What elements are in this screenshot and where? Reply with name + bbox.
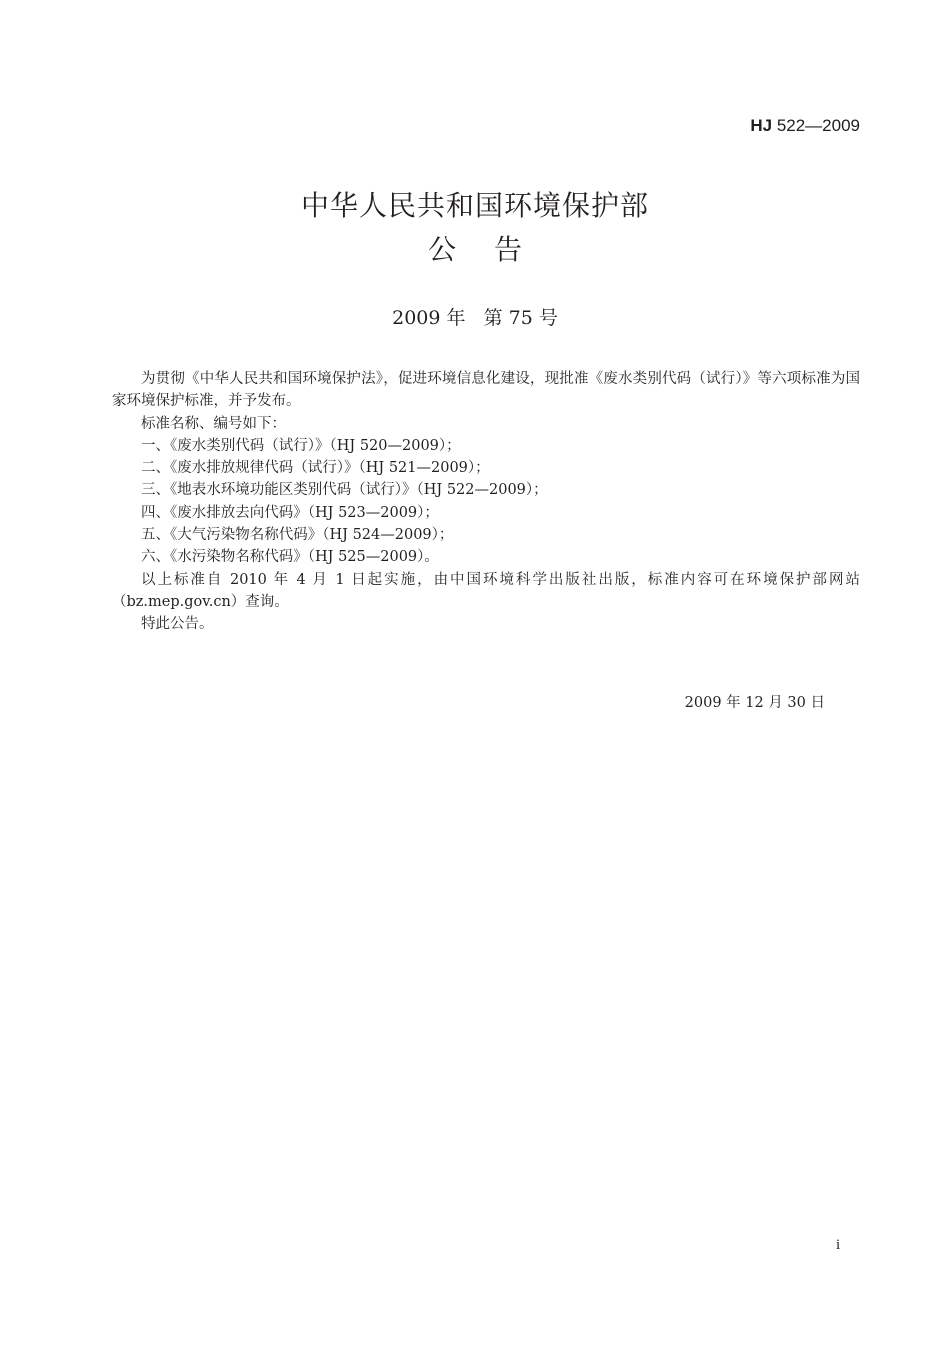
- standard-item: 三、《地表水环境功能区类别代码（试行）》（HJ 522—2009）；: [141, 482, 548, 499]
- standard-item: 一、《废水类别代码（试行）》（HJ 520—2009）；: [141, 437, 461, 454]
- list-heading: 标准名称、编号如下：: [141, 415, 286, 432]
- announcement-char-2: 告: [494, 233, 523, 266]
- standard-item: 六、《水污染物名称代码》（HJ 525—2009）。: [141, 549, 439, 566]
- issue-number: 2009 年 第 75 号: [392, 307, 558, 329]
- page-number: i: [836, 1237, 841, 1253]
- standard-item: 五、《大气污染物名称代码》（HJ 524—2009）；: [141, 527, 454, 544]
- standard-code-prefix: HJ: [750, 116, 773, 135]
- standard-code: [750, 115, 860, 137]
- effective-paragraph: 以上标准自 2010 年 4 月 1 日起实施，由中国环境科学出版社出版，标准内容可在环境保护部网站（bz.mep.gov.cn）查询。: [112, 571, 860, 610]
- intro-paragraph: 为贯彻《中华人民共和国环境保护法》，促进环境信息化建设，现批准《废水类别代码（试行）》等六项标准为国家环境保护标准，并予发布。: [112, 371, 860, 410]
- standard-item: 四、《废水排放去向代码》（HJ 523—2009）；: [141, 504, 439, 521]
- announcement-title: [0, 230, 950, 270]
- announcement-body: [112, 368, 860, 636]
- title-block: [0, 186, 950, 270]
- standard-item: 二、《废水排放规律代码（试行）》（HJ 521—2009）；: [141, 460, 490, 477]
- announcement-char-1: 公: [427, 233, 456, 266]
- closing-line: 特此公告。: [141, 616, 214, 633]
- ministry-title: 中华人民共和国环境保护部: [300, 189, 649, 222]
- standard-code-number: 522—2009: [772, 116, 860, 135]
- issue-date: 2009 年 12 月 30 日: [684, 695, 825, 711]
